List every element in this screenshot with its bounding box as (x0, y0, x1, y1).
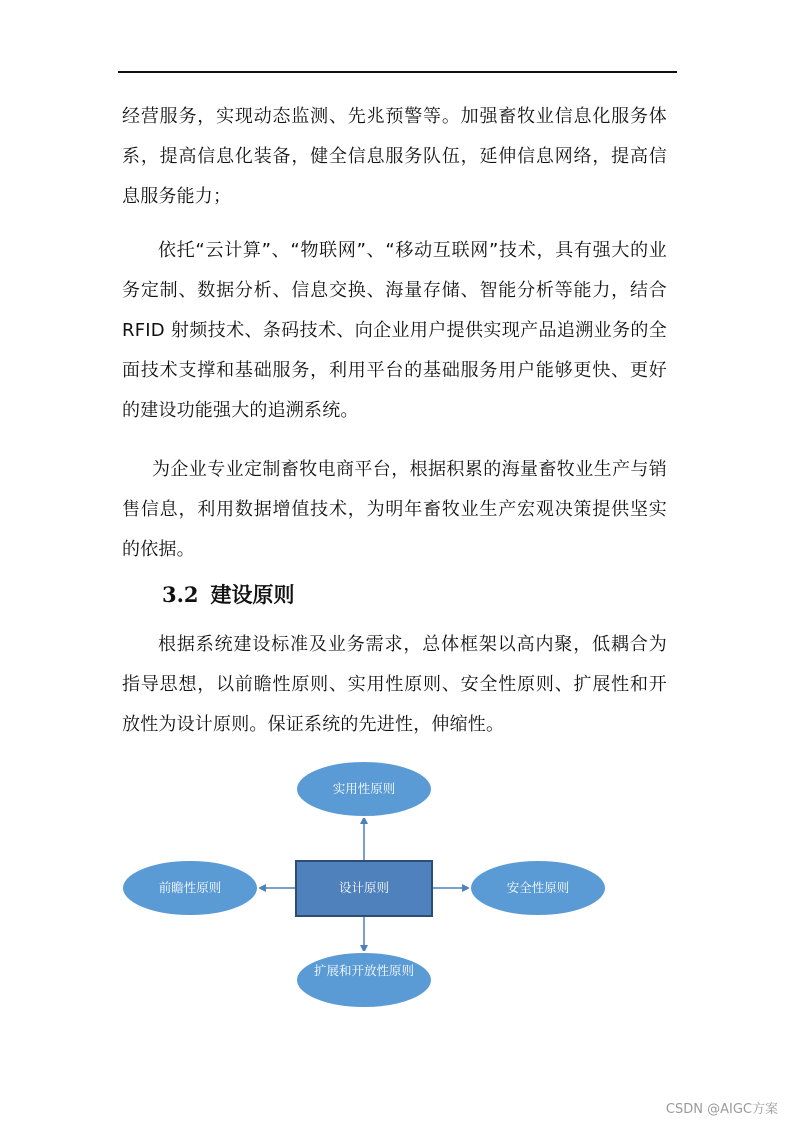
node-right-label: 安全性原则 (506, 880, 570, 895)
paragraph-cloud-iot: 依托“云计算”、“物联网”、“移动互联网”技术，具有强大的业务定制、数据分析、信息交换、海量存储、智能分析等能力，结合 RFID 射频技术、条码技术、向企业用户提供实现产品追溯业务的全面技术支撑和基础服务，利用平台的基础服务用户能够更快、更好的建设功能强大的追溯系统。 (122, 240, 667, 421)
section-title: 建设原则 (210, 582, 295, 607)
watermark: CSDN @AIGC方案 (665, 1102, 778, 1117)
paragraph-principles: 根据系统建设标准及业务需求，总体框架以高内聚，低耦合为指导思想，以前瞻性原则、实用性原则、安全性原则、扩展性和开放性为设计原则。保证系统的先进性，伸缩性。 (122, 634, 667, 735)
section-number: 3.2 (162, 582, 199, 607)
paragraph-ecommerce: 为企业专业定制畜牧电商平台，根据积累的海量畜牧业生产与销售信息，利用数据增值技术，为明年畜牧业生产宏观决策提供坚实的依据。 (122, 459, 667, 560)
node-left-label: 前瞻性原则 (158, 880, 222, 895)
node-bottom-label: 扩展和开放性原则 (313, 963, 414, 978)
node-top-label: 实用性原则 (332, 781, 396, 796)
paragraph-info-service: 经营服务，实现动态监测、先兆预警等。加强畜牧业信息化服务体系，提高信息化装备，健全信息服务队伍，延伸信息网络，提高信息服务能力； (122, 106, 667, 207)
node-bottom-ellipse (296, 952, 432, 1008)
node-center-label: 设计原则 (338, 880, 389, 895)
